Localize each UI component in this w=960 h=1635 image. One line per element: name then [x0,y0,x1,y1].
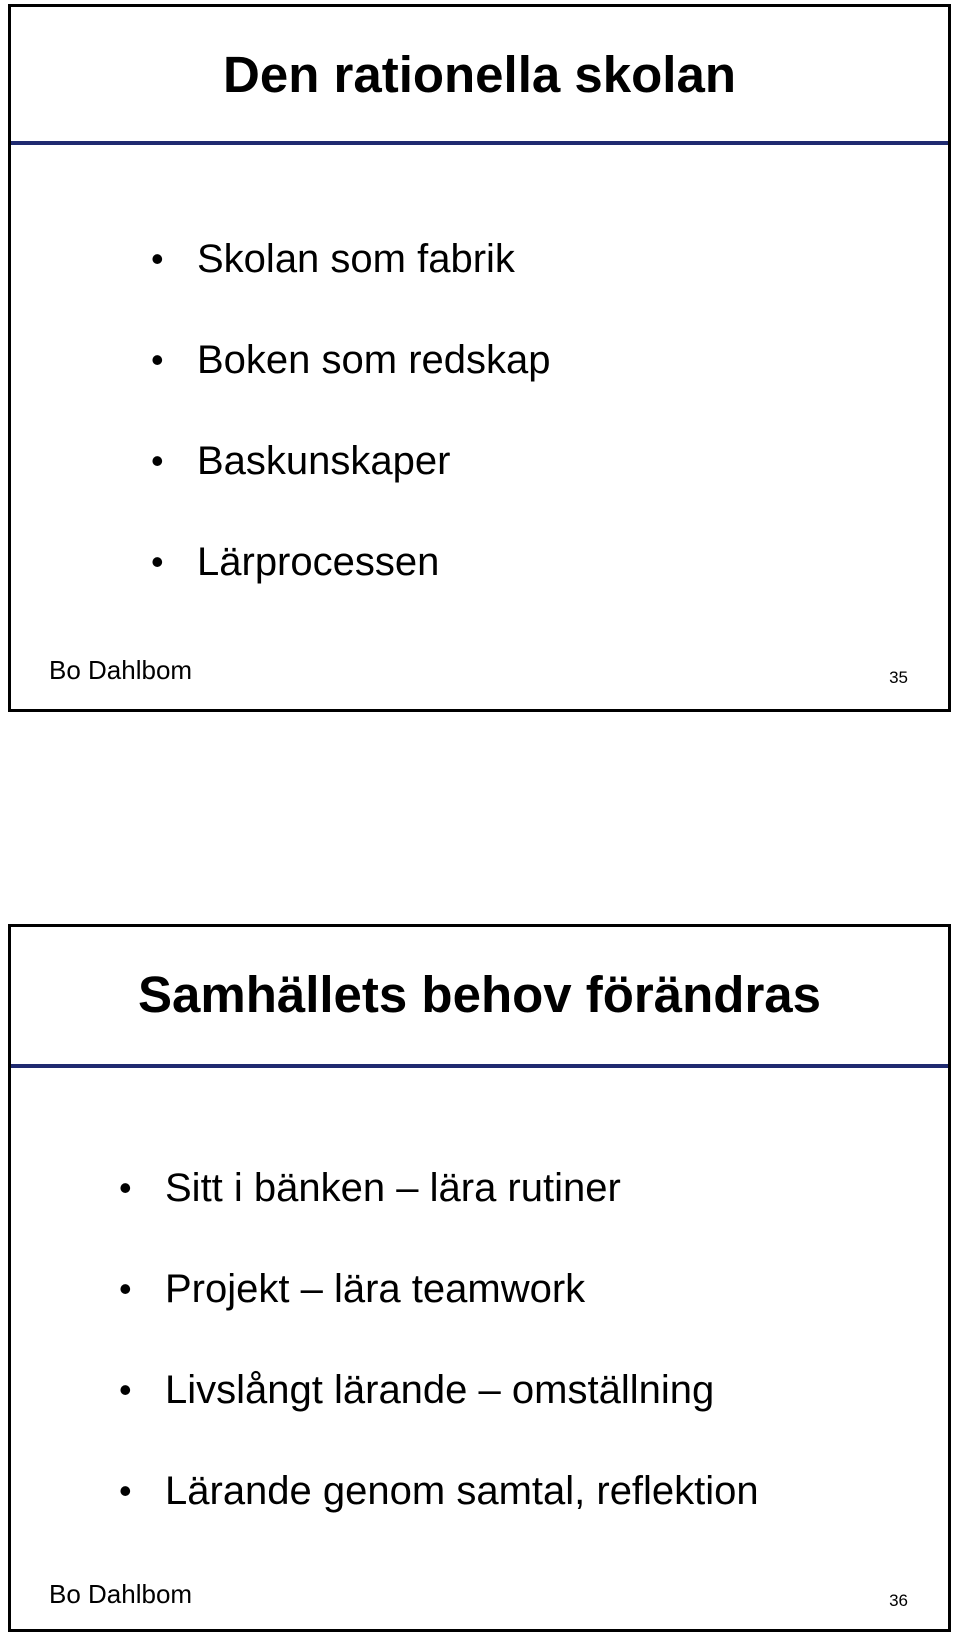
bullet-icon: • [151,541,164,582]
slide-1 [8,4,951,712]
bullet-icon: • [119,1268,132,1309]
bullet-text: Lärande genom samtal, reflektion [165,1469,759,1513]
footer-author: Bo Dahlbom [49,1579,193,1609]
bullet-icon: • [119,1167,132,1208]
page-number: 35 [889,668,908,687]
bullet-text: Livslångt lärande – omställning [165,1368,715,1412]
bullet-text: Boken som redskap [197,338,551,382]
bullet-icon: • [119,1369,132,1410]
slide-title: Den rationella skolan [223,46,736,103]
bullet-icon: • [151,339,164,380]
bullet-icon: • [119,1470,132,1511]
bullet-icon: • [151,238,164,279]
footer-author: Bo Dahlbom [49,655,193,685]
slide-2 [8,924,951,1632]
bullet-text: Baskunskaper [197,439,451,483]
bullet-text: Lärprocessen [197,540,440,584]
bullet-icon: • [151,440,164,481]
page-number: 36 [889,1591,908,1610]
title-divider [11,1064,948,1068]
bullet-text: Projekt – lära teamwork [165,1267,586,1311]
bullet-text: Skolan som fabrik [197,237,515,281]
title-divider [11,141,948,145]
bullet-text: Sitt i bänken – lära rutiner [165,1166,621,1210]
slide-title: Samhällets behov förändras [137,966,822,1023]
